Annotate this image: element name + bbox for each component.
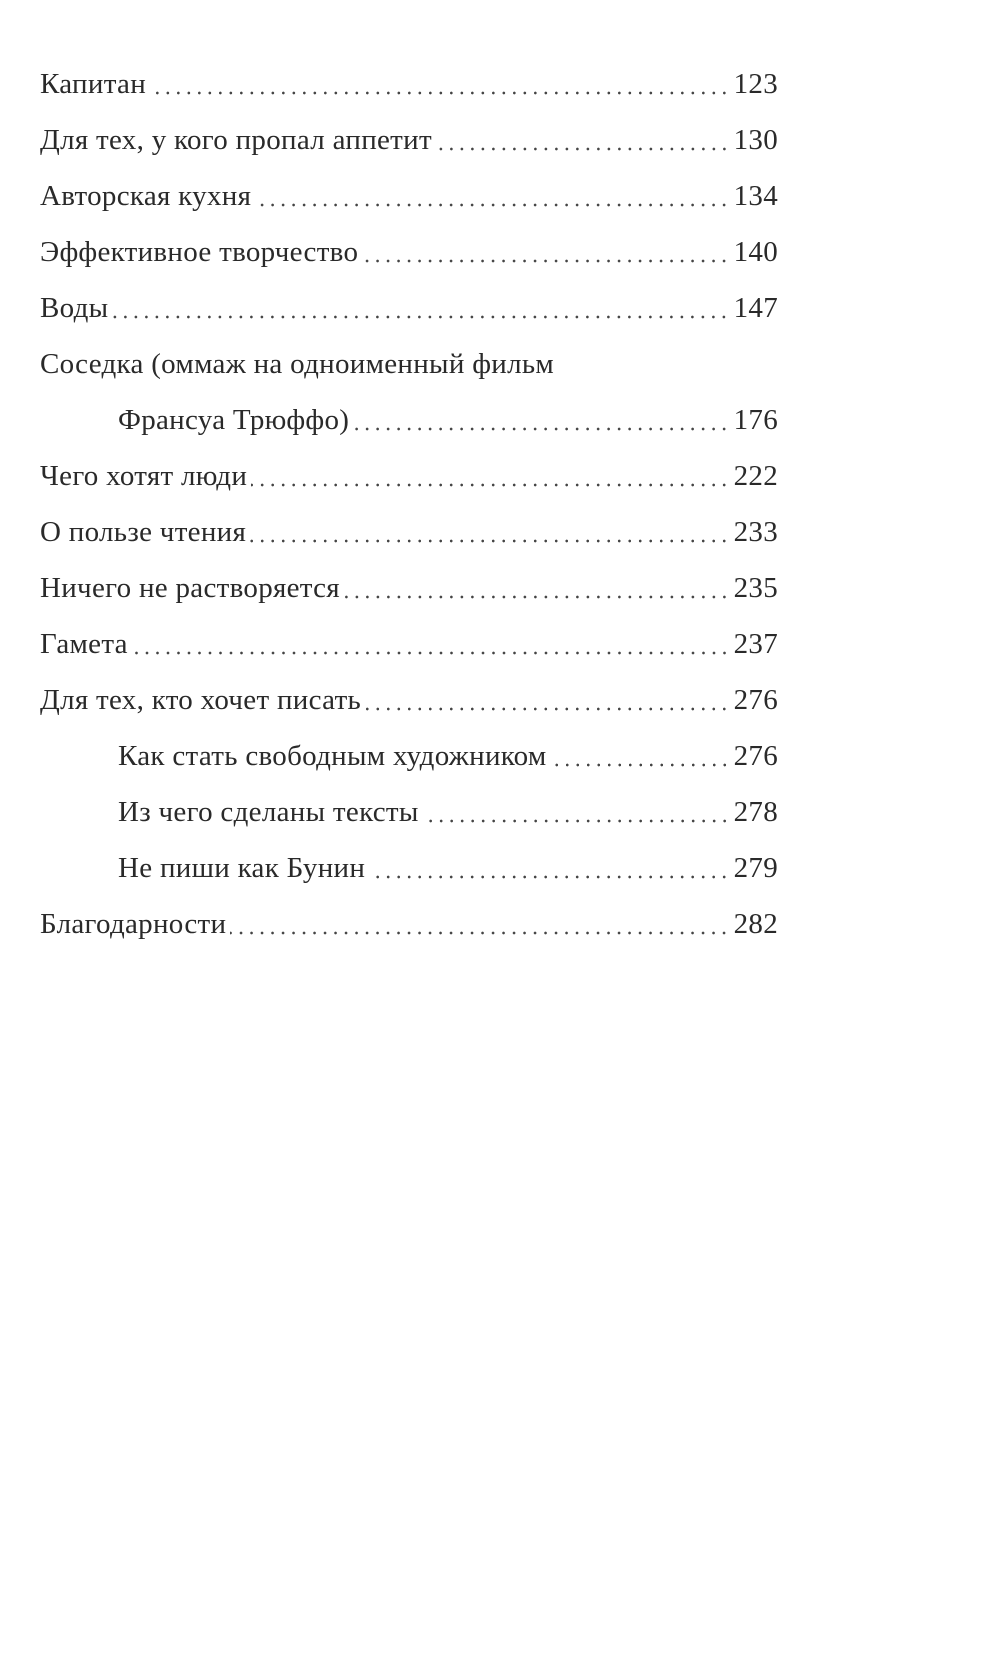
toc-entry (40, 504, 778, 560)
toc-entry (40, 168, 778, 224)
toc-entry-page: 140 (733, 235, 778, 268)
toc-entry-title: Авторская кухня (40, 179, 252, 212)
toc-entry (40, 280, 778, 336)
toc-entry-title: Для тех, у кого пропал аппетит (40, 123, 432, 156)
toc-entry-page: 134 (733, 179, 778, 212)
dot-leader (551, 763, 730, 767)
dot-leader (353, 427, 729, 431)
dot-leader (423, 819, 730, 823)
toc-entry-title: Эффективное творчество (40, 235, 359, 268)
toc-entry-title: Ничего не растворяется (40, 571, 340, 604)
toc-entry-title: Гамета (40, 627, 128, 660)
toc-entry (40, 616, 778, 672)
dot-leader (230, 931, 729, 935)
dot-leader (112, 315, 729, 319)
toc-entry (40, 560, 778, 616)
toc-entry-page: 176 (733, 403, 778, 436)
toc-entry-title: Воды (40, 291, 109, 324)
dot-leader (344, 595, 730, 599)
toc-entry-page: 279 (733, 851, 778, 884)
toc-entry (40, 728, 778, 784)
toc-entry-page: 237 (733, 627, 778, 660)
toc-entry (40, 840, 778, 896)
toc-entry-page: 233 (733, 515, 778, 548)
toc-entry-page: 278 (733, 795, 778, 828)
dot-leader (251, 483, 729, 487)
toc-entry-title: Капитан (40, 67, 147, 100)
toc-entry (40, 784, 778, 840)
toc-entry-page: 222 (733, 459, 778, 492)
dot-leader (362, 259, 729, 263)
toc-entry-page: 235 (733, 571, 778, 604)
toc-entry-title: Для тех, кто хочет писать (40, 683, 362, 716)
toc-entry (40, 448, 778, 504)
toc-entry-title: Не пиши как Бунин (118, 851, 366, 884)
dot-leader (150, 91, 730, 95)
toc-entry-page: 123 (733, 67, 778, 100)
toc-entry-title: Чего хотят люди (40, 459, 248, 492)
dot-leader (436, 147, 730, 151)
toc-entry (40, 224, 778, 280)
toc-entry-page: 147 (733, 291, 778, 324)
toc-entry-title: Из чего сделаны тексты (118, 795, 419, 828)
toc-entry-title: О пользе чтения (40, 515, 247, 548)
toc-entry (40, 392, 778, 448)
toc-entry-page: 276 (733, 683, 778, 716)
toc-entry (40, 336, 778, 392)
toc-entry-title: Соседка (оммаж на одноименный фильм (40, 347, 555, 380)
toc-entry (40, 112, 778, 168)
toc-entry-page: 276 (733, 739, 778, 772)
dot-leader (132, 651, 730, 655)
table-of-contents (40, 56, 778, 952)
toc-entry (40, 672, 778, 728)
toc-entry (40, 896, 778, 952)
toc-entry (40, 56, 778, 112)
toc-entry-title: Благодарности (40, 907, 227, 940)
dot-leader (365, 707, 730, 711)
toc-entry-title: Франсуа Трюффо) (118, 403, 350, 436)
dot-leader (250, 539, 729, 543)
toc-entry-page: 282 (733, 907, 778, 940)
toc-entry-page: 130 (733, 123, 778, 156)
toc-entry-title: Как стать свободным художником (118, 739, 547, 772)
dot-leader (255, 203, 729, 207)
dot-leader (369, 875, 729, 879)
